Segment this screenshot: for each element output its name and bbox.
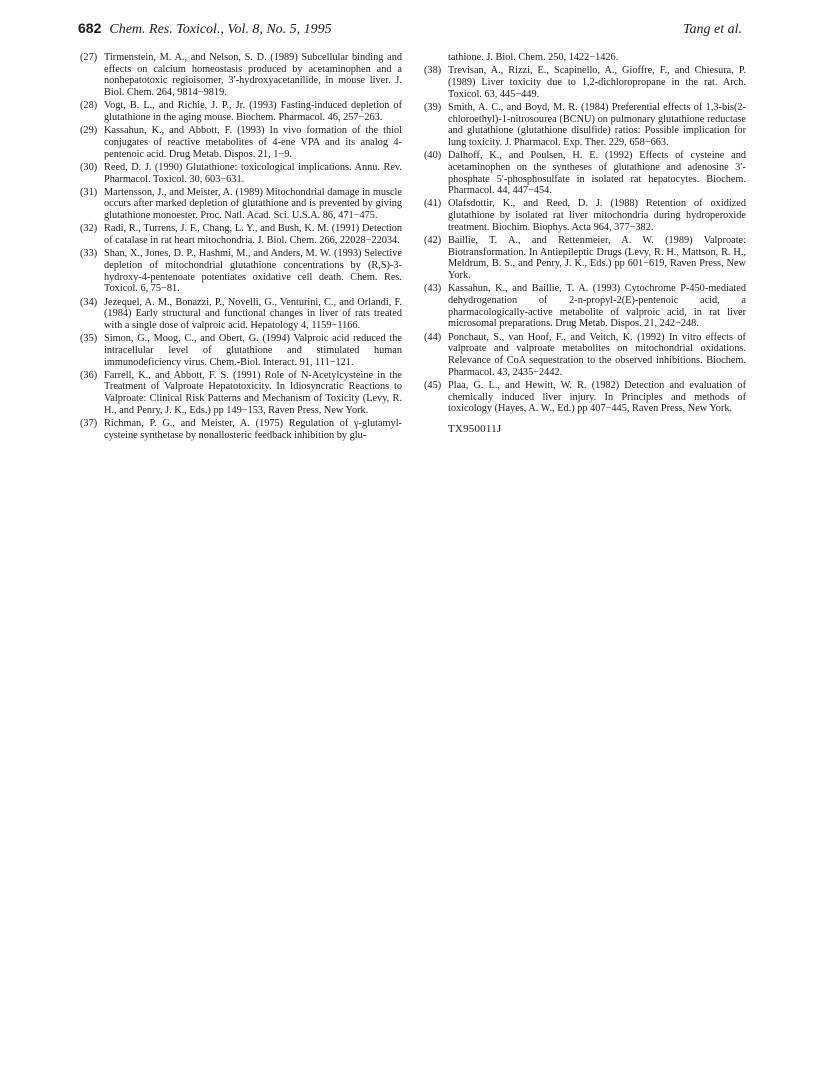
reference-item — [80, 162, 402, 185]
reference-number: (37) — [80, 418, 98, 430]
header-left — [78, 20, 332, 38]
reference-item — [424, 380, 746, 415]
reference-text: Shan, X., Jones, D. P., Hashmi, M., and Anders, M. W. (1993) Selective depletion of mitochondrial glutathione concentrations by (R,S)-3-hydroxy-4-pentenoate potentiates oxidative cell death. Chem. Res. Toxicol. 6, 75−81. — [104, 248, 402, 295]
reference-item — [80, 52, 402, 99]
reference-number: (27) — [80, 52, 98, 63]
reference-text: Baillie, T. A., and Rettenmeier, A. W. (1989) Valproate: Biotransformation. In Antiepileptic Drugs (Levy, R. H., Mattson, R. H., Meldrum, B. S., and Penry, J. K., Eds.) pp 601−619, Raven Press, New York. — [448, 235, 746, 282]
reference-item — [80, 418, 402, 441]
reference-continuation: tathione. J. Biol. Chem. 250, 1422−1426. — [448, 52, 619, 63]
page-number: 682 — [78, 20, 102, 36]
reference-item — [80, 100, 402, 123]
reference-item — [424, 283, 746, 330]
reference-number: (38) — [424, 65, 442, 77]
reference-number: (41) — [424, 198, 442, 210]
reference-number: (43) — [424, 283, 442, 295]
reference-number: (34) — [80, 296, 98, 308]
reference-text: Radi, R., Turrens, J. F., Chang, L. Y., and Bush, K. M. (1991) Detection of catalase in rat heart mitochondria. J. Biol. Chem. 266, 22028−22034. — [104, 223, 402, 247]
running-header — [78, 20, 742, 38]
reference-text: Dalhoff, K., and Poulsen, H. E. (1992) Effects of cysteine and acetaminophen on the syntheses of glutathione and adenosine 3′-phosphate 5′-phosphosulfate in isolated rat hepatocytes. Biochem. Pharmacol. 44, 447−454. — [448, 150, 746, 197]
reference-text: Olafsdottir, K., and Reed, D. J. (1988) Retention of oxidized glutathione by isolated rat liver mitochondria during hydroperoxide treatment. Biochim. Biophys. Acta 964, 377−382. — [448, 198, 746, 233]
reference-number: (33) — [80, 248, 98, 260]
reference-text: Smith, A. C., and Boyd, M. R. (1984) Preferential effects of 1,3-bis(2-chloroethyl)-1-nitrosourea (BCNU) on pulmonary glutathione reductase and glutathione (glutathione disulfide) ratios: Possible implication for lung toxicity. J. Pharmacol. Exp. Ther. 229, 658−663. — [448, 101, 746, 148]
reference-number: (29) — [80, 125, 98, 137]
reference-number: (42) — [424, 235, 442, 247]
reference-text: Simon, G., Moog, C., and Obert, G. (1994) Valproic acid reduced the intracellular level of glutathione and stimulated human immunodeficiency virus. Chem.-Biol. Interact. 91, 111−121. — [104, 333, 402, 368]
reference-item — [80, 223, 402, 246]
reference-number: (39) — [424, 101, 442, 113]
reference-item — [424, 198, 746, 233]
reference-text: Martensson, J., and Meister, A. (1989) Mitochondrial damage in muscle occurs after marked depletion of glutathione and is prevented by giving glutathione monoester. Proc. Natl. Acad. Sci. U.S.A. 86, 471−475. — [104, 186, 402, 222]
reference-item — [80, 248, 402, 295]
reference-number: (44) — [424, 331, 442, 343]
reference-number: (36) — [80, 369, 98, 381]
reference-number: (45) — [424, 379, 442, 391]
reference-item — [424, 150, 746, 197]
reference-number: (35) — [80, 333, 98, 345]
references-left-column — [80, 52, 402, 443]
manuscript-code: TX950011J — [448, 423, 502, 436]
reference-number: (40) — [424, 150, 442, 162]
reference-text: Tirmenstein, M. A., and Nelson, S. D. (1989) Subcellular binding and effects on calcium homeostasis produced by acetaminophen and a nonhepatotoxic regioisomer, 3′-hydroxyacetanilide, in mouse liver. J. Biol. Chem. 264, 9814−9819. — [104, 52, 402, 99]
reference-text: Kassahun, K., and Baillie, T. A. (1993) Cytochrome P-450-mediated dehydrogenation of 2-n-propyl-2(E)-pentenoic acid, a pharmacologically-active metabolite of valproic acid, in rat liver microsomal preparations. Drug Metab. Dispos. 21, 242−248. — [448, 283, 746, 330]
reference-item — [424, 102, 746, 149]
reference-text: Plaa, G. L., and Hewitt, W. R. (1982) Detection and evaluation of chemically induced liver injury. In Principles and methods of toxicology (Hayes, A. W., Ed.) pp 407−445, Raven Press, New York. — [448, 379, 746, 415]
reference-number: (28) — [80, 100, 98, 112]
reference-number: (32) — [80, 223, 98, 235]
reference-text: Reed, D. J. (1990) Glutathione: toxicological implications. Annu. Rev. Pharmacol. Toxicol. 30, 603−631. — [104, 161, 402, 185]
reference-text: Kassahun, K., and Abbott, F. (1993) In vivo formation of the thiol conjugates of reactive metabolites of 4-ene VPA and its analog 4-pentenoic acid. Drug Metab. Dispos. 21, 1−9. — [104, 125, 402, 160]
reference-number: (31) — [80, 186, 98, 198]
reference-item — [424, 332, 746, 379]
journal-citation: Chem. Res. Toxicol., Vol. 8, No. 5, 1995 — [109, 22, 332, 37]
reference-item — [424, 235, 746, 282]
reference-text: Jezequel, A. M., Bonazzi, P., Novelli, G., Venturini, C., and Orlandi, F. (1984) Early structural and functional changes in liver of rats treated with a single dose of valproic acid. Hepatology 4, 1159−1166. — [104, 296, 402, 331]
reference-item — [80, 333, 402, 368]
reference-item — [424, 65, 746, 100]
references-right-column — [424, 52, 746, 436]
reference-number: (30) — [80, 161, 98, 173]
reference-item — [80, 297, 402, 332]
reference-text: Trevisan, A., Rizzi, E., Scapinello, A., Gioffre, F., and Chiesura, P. (1989) Liver toxicity due to 1,2-dichloropropane in the rat. Arch. Toxicol. 63, 445−449. — [448, 65, 746, 100]
reference-text: Vogt, B. L., and Richie, J. P., Jr. (1993) Fasting-induced depletion of glutathione in the aging mouse. Biochem. Pharmacol. 46, 257−263. — [104, 100, 402, 124]
running-authors: Tang et al. — [683, 22, 742, 37]
reference-text: Ponchaut, S., van Hoof, F., and Veitch, K. (1992) In vitro effects of valproate and valproate metabolites on mitochondrial oxidations. Relevance of CoA sequestration to the observed inhibitions. Biochem. Pharmacol. 43, 2435−2442. — [448, 331, 746, 378]
reference-text: Farrell, K., and Abbott, F. S. (1991) Role of N-Acetylcysteine in the Treatment of Valproate Hepatotoxicity. In Idiosyncratic Reactions to Valproate: Clinical Risk Patterns and Mechanism of Toxicity (Levy, R. H., and Penry, J. K., Eds.) pp 149−153, Raven Press, New York. — [104, 369, 402, 416]
reference-item — [80, 125, 402, 160]
reference-item — [80, 370, 402, 417]
reference-text: Richman, P. G., and Meister, A. (1975) Regulation of γ-glutamyl-cysteine synthetase by nonallosteric feedback inhibition by glu- — [104, 418, 402, 441]
reference-item — [80, 187, 402, 222]
